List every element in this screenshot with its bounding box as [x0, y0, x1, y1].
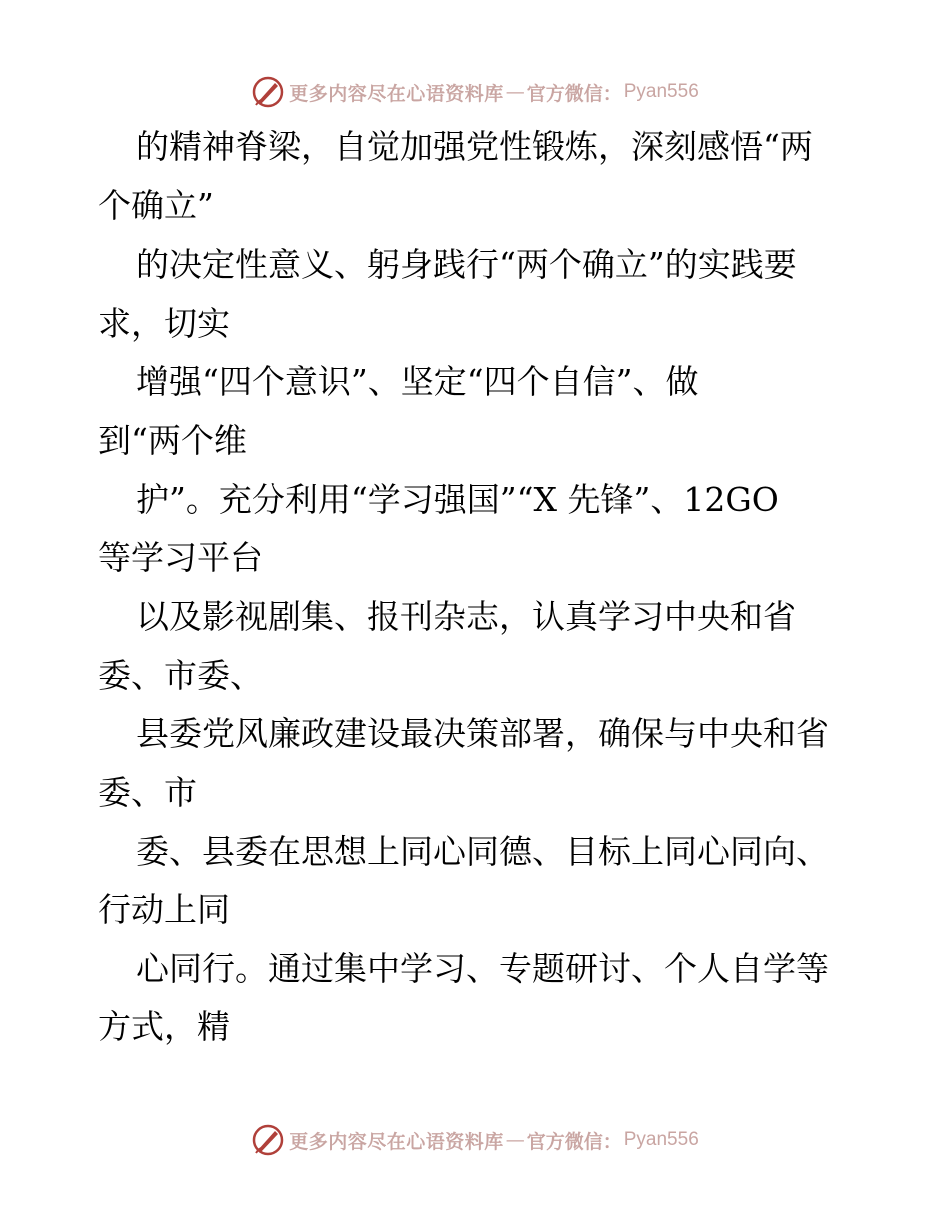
- text-line: 护”。充分利用“学习强国”“X 先锋”、12GO: [136, 480, 779, 519]
- text-line: 县委党风廉政建设最决策部署，确保与中央和省: [136, 714, 829, 753]
- text-line: 行动上同: [98, 890, 230, 929]
- header-account: Pyan556: [623, 81, 699, 102]
- header-wechat-label: 官方微信：: [526, 82, 622, 105]
- footer-banner: [0, 1120, 950, 1160]
- text-line: 的精神脊梁，自觉加强党性锻炼，深刻感悟“两: [136, 127, 813, 166]
- text-line: 到“两个维: [98, 421, 247, 460]
- text-line: 增强“四个意识”、坚定“四个自信”、做: [136, 362, 699, 401]
- text-line: 委、市委、: [98, 656, 263, 695]
- quill-logo-icon: [251, 75, 285, 109]
- text-line: 等学习平台: [98, 538, 263, 577]
- footer-brand: 更多内容尽在心语资料库: [289, 1130, 504, 1153]
- text-line: 心同行。通过集中学习、专题研讨、个人自学等: [136, 949, 829, 988]
- text-line: 的决定性意义、躬身践行“两个确立”的实践要: [136, 245, 797, 284]
- text-line: 求，切实: [98, 304, 230, 343]
- text-line: 个确立”: [98, 186, 214, 225]
- header-dash: —: [505, 81, 525, 103]
- text-line: 方式，精: [98, 1007, 230, 1046]
- footer-dash: —: [505, 1129, 525, 1151]
- footer-account: Pyan556: [623, 1129, 699, 1150]
- text-line: 以及影视剧集、报刊杂志，认真学习中央和省: [136, 597, 796, 636]
- text-line: 委、市: [98, 773, 197, 812]
- footer-wechat-label: 官方微信：: [526, 1130, 622, 1153]
- header-banner: [0, 72, 950, 112]
- header-brand: 更多内容尽在心语资料库: [289, 82, 504, 105]
- quill-logo-icon: [251, 1123, 285, 1157]
- text-line: 委、县委在思想上同心同德、目标上同心同向、: [136, 832, 829, 871]
